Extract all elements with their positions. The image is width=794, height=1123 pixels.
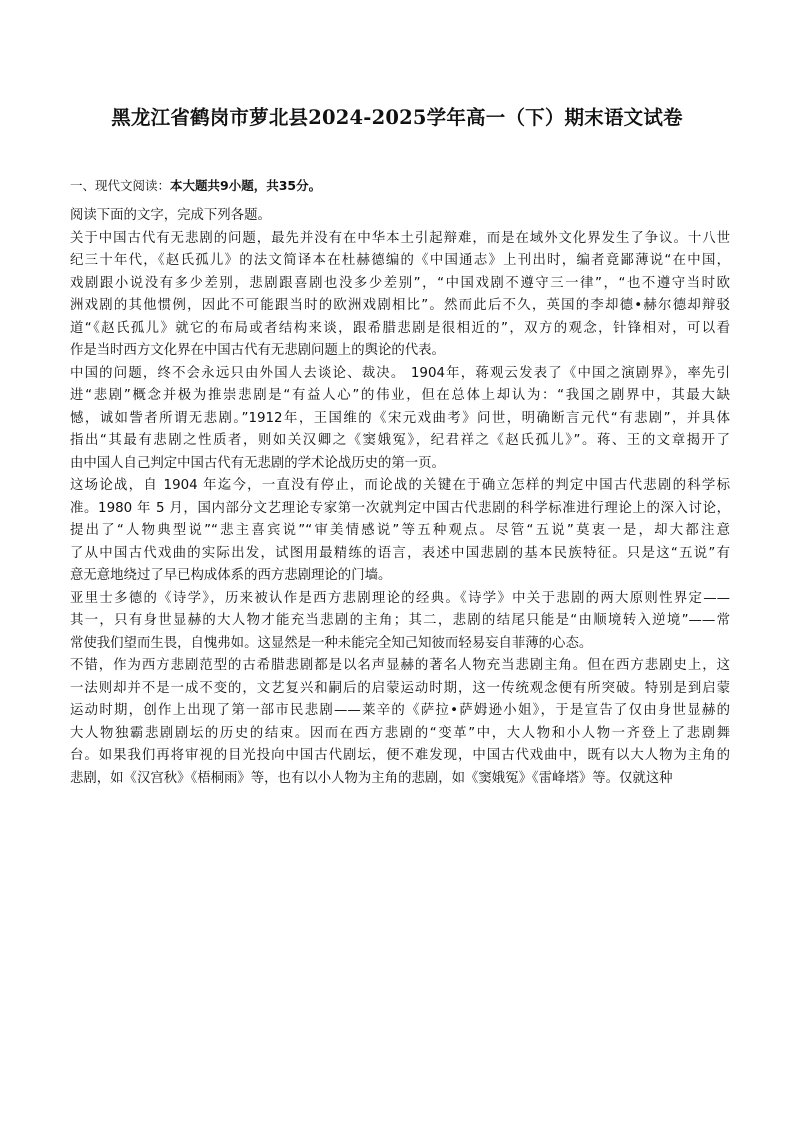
section-heading	[70, 175, 321, 197]
paragraph-line: 进“悲剧”概念并极为推崇悲剧是“有益人心”的伟业，但在总体上却认为：“我国之剧界中，其最大缺	[70, 388, 730, 403]
paragraph-line: 悲剧，如《汉宫秋》《梧桐雨》等，也有以小人物为主角的悲剧，如《窦娥冤》《雷峰塔》等。仅就这种	[70, 770, 673, 786]
paragraph-line: 憾，诚如訾者所谓无悲剧。”1912年，王国维的《宋元戏曲考》问世，明确断言元代“有悲剧”，并具体	[70, 410, 730, 426]
paragraph	[70, 363, 730, 476]
paragraph-line: 这场论战，自 1904 年迄今，一直没有停止，而论战的关键在于确立怎样的判定中国古代悲剧的科学标	[70, 478, 730, 493]
paragraph-line: 亚里士多德的《诗学》，历来被认作是西方悲剧理论的经典。《诗学》中关于悲剧的两大原则性界定——	[70, 590, 730, 606]
paragraph-line: 道“《赵氏孤儿》就它的布局或者结构来谈，跟希腊悲剧是很相近的”，双方的观念，针锋相对，可以看	[70, 320, 730, 336]
paragraph-line: 台。如果我们再将审视的目光投向中国古代剧坛，便不难发现，中国古代戏曲中，既有以大人物为主角的	[70, 748, 730, 763]
instruction-text: 阅读下面的文字，完成下列各题。	[70, 208, 271, 223]
paragraph-line: 戏剧跟小说没有多少差别，悲剧跟喜剧也没多少差别”，“中国戏剧不遵守三一律”，“也不遵守当时欧	[70, 275, 730, 291]
section-description: 本大题共9小题，共35分。	[170, 178, 322, 193]
page-title: 黑龙江省鹤岗市萝北县2024-2025学年高一（下）期末语文试卷	[111, 106, 683, 129]
paragraph-line: 中国的问题，终不会永远只由外国人去谈论、裁决。 1904年，蒋观云发表了《中国之演剧界》，率先引	[70, 365, 730, 381]
passage-paragraphs	[70, 228, 730, 791]
paragraph-line: 纪三十年代，《赵氏孤儿》的法文简译本在杜赫德编的《中国通志》上刊出时，编者竟鄙薄说“在中国，	[70, 253, 730, 268]
paragraph-line: 一法则却并不是一成不变的，文艺复兴和嗣后的启蒙运动时期，这一传统观念便有所突破。特别是到启蒙	[70, 680, 730, 696]
paragraph	[70, 228, 730, 363]
paragraph-line: 作是当时西方文化界在中国古代有无悲剧问题上的舆论的代表。	[70, 343, 445, 358]
paragraph-line: 指出“其最有悲剧之性质者，则如关汉卿之《窦娥冤》，纪君祥之《赵氏孤儿》”。蒋、王的文章揭开了	[70, 433, 730, 448]
paragraph-line: 准。1980 年 5 月，国内部分文艺理论专家第一次就判定中国古代悲剧的科学标准进行理论上的深入讨论，	[70, 500, 730, 516]
paragraph	[70, 588, 730, 656]
paragraph-line: 运动时期，创作上出现了第一部市民悲剧——莱辛的《萨拉•萨姆逊小姐》，于是宣告了仅由身世显赫的	[70, 703, 730, 718]
paragraph	[70, 655, 730, 790]
paragraph-line: 提出了“人物典型说”“悲主喜宾说”“审美情感说”等五种观点。尽管“五说”莫衷一是，却大都注意	[70, 523, 730, 538]
paragraph-line: 其一，只有身世显赫的大人物才能充当悲剧的主角；其二，悲剧的结尾只能是“由顺境转入逆境”——常	[70, 613, 730, 628]
reading-passage	[70, 205, 730, 790]
paragraph-line: 常使我们望而生畏，自愧弗如。这显然是一种未能完全知己知彼而轻易妄自菲薄的心态。	[70, 635, 593, 651]
paragraph-line: 关于中国古代有无悲剧的问题，最先并没有在中华本土引起辩难，而是在域外文化界发生了争议。十八世	[70, 230, 730, 246]
paragraph-line: 意无意地绕过了早已构成体系的西方悲剧理论的门墙。	[70, 568, 392, 583]
paragraph-line: 洲戏剧的其他惯例，因此不可能跟当时的欧洲戏剧相比”。然而此后不久，英国的李却德•赫尔德却辩驳	[70, 298, 730, 313]
paragraph-line: 不错，作为西方悲剧范型的古希腊悲剧都是以名声显赫的著名人物充当悲剧主角。但在西方悲剧史上，这	[70, 658, 730, 673]
paragraph-line: 由中国人自己判定中国古代有无悲剧的学术论战历史的第一页。	[70, 455, 445, 471]
paragraph-line: 大人物独霸悲剧剧坛的历史的结束。因而在西方悲剧的“变革”中，大人物和小人物一齐登上了悲剧舞	[70, 725, 730, 741]
paragraph-line: 了从中国古代戏曲的实际出发，试图用最精练的语言，表述中国悲剧的基本民族特征。只是这“五说”有	[70, 545, 730, 561]
paragraph	[70, 475, 730, 588]
section-number: 一、现代文阅读：	[70, 178, 171, 193]
